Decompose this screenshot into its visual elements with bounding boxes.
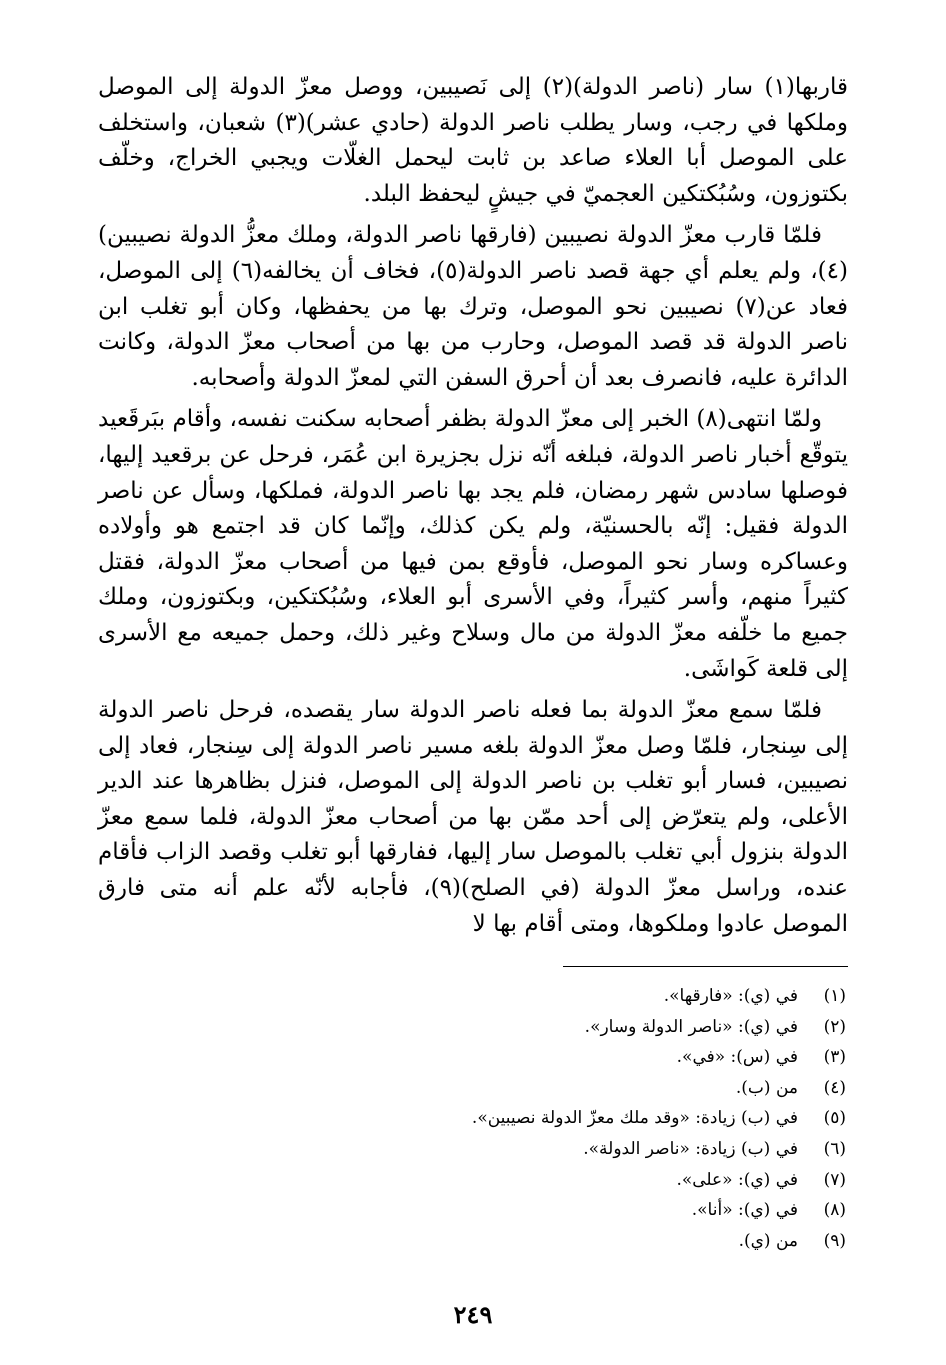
footnote-number: (٤) xyxy=(823,1077,846,1098)
paragraph: ولمّا انتهى(٨) الخبر إلى معزّ الدولة بظفر أصحابه سكنت نفسه، وأقام ببَرقَعيد يتوقّع أخبار ناصر الدولة، فبلغه أنّه نزل بجزيرة ابن عُمَر، فرحل عن برقعيد إليها، فوصلها سادس شهر رمضان، فلم يجد بها ناصر الدولة، فملكها، وسأل عن ناصر الدولة فقيل: إنّه بالحسنيّة، ولم يكن كذلك، وإنّما كان قد اجتمع هو وأولاده وعساكره وسار نحو الموصل، فأوقع بمن فيها من أصحاب معزّ الدولة، فقتل كثيراً منهم، وأسر كثيراً، وفي الأسرى أبو العلاء، وسُبُكتكين، وبكتوزون، وملك جميع ما خلّفه معزّ الدولة من مال وسلاح وغير ذلك، وحمل جميعه مع الأسرى إلى قلعة كَواشَى. xyxy=(98,406,848,682)
footnote-text: في (ي): «أنا». xyxy=(691,1200,798,1221)
footnote-text: في (ي): «ناصر الدولة وسار». xyxy=(584,1016,798,1037)
footnote-number: (٨) xyxy=(823,1200,846,1221)
footnote-item xyxy=(300,1226,846,1257)
footnote-text: من (ي). xyxy=(738,1230,798,1251)
footnote-text: من (ب). xyxy=(735,1077,798,1098)
footnote-item xyxy=(300,1134,846,1165)
footnote-text: في (ي): «فارقها». xyxy=(663,986,798,1006)
page-number: ٢٤٩ xyxy=(453,1300,493,1329)
footnotes-list xyxy=(300,981,846,1256)
footnote-number: (٩) xyxy=(823,1230,846,1251)
footnote-separator xyxy=(563,966,848,967)
footnote-text: في (ب) زيادة: «ناصر الدولة». xyxy=(583,1138,798,1159)
footnote-number: (٥) xyxy=(823,1108,846,1129)
paragraph: فلمّا قارب معزّ الدولة نصيبين (فارقها ناصر الدولة، وملك معزُّ الدولة نصيبين)(٤)، ولم يعلم أي جهة قصد ناصر الدولة(٥)، فخاف أن يخالفه(٦) إلى الموصل، فعاد عن(٧) نصيبين نحو الموصل، وترك بها من يحفظها، وكان أبو تغلب ابن ناصر الدولة قد قصد الموصل، وحارب من بها من أصحاب معزّ الدولة، وكانت الدائرة عليه، فانصرف بعد أن أحرق السفن التي لمعزّ الدولة وأصحابه. xyxy=(98,222,848,391)
footnote-text: في (ي): «على». xyxy=(676,1169,798,1190)
footnote-item xyxy=(300,981,846,1012)
paragraph: فلمّا سمع معزّ الدولة بما فعله ناصر الدولة سار يقصده، فرحل ناصر الدولة إلى سِنجار، فلمّا وصل معزّ الدولة بلغه مسير ناصر الدولة إلى سِنجار، فعاد إلى نصيبين، فسار أبو تغلب بن ناصر الدولة إلى الموصل، فنزل بظاهرها عند الدير الأعلى، ولم يتعرّض إلى أحد ممّن بها من أصحاب معزّ الدولة، فلما سمع معزّ الدولة بنزول أبي تغلب بالموصل سار إليها، ففارقها أبو تغلب وقصد الزاب فأقام عنده، وراسل معزّ الدولة (في الصلح)(٩)، فأجابه لأنّه علم أنه متى فارق الموصل عادوا وملكوها، ومتى أقام بها لا xyxy=(98,697,848,937)
paragraph: قاربها(١) سار (ناصر الدولة)(٢) إلى نَصيبين، ووصل معزّ الدولة إلى الموصل وملكها في رجب، وسار يطلب ناصر الدولة (حادي عشر)(٣) شعبان، واستخلف على الموصل أبا العلاء صاعد بن ثابت ليحمل الغلّات ويجبي الخراج، وخلّف بكتوزون، وسُبُكتكين العجميّ في جيشٍ ليحفظ البلد. xyxy=(98,74,849,207)
footnote-number: (٢) xyxy=(823,1016,846,1037)
footnote-number: (٧) xyxy=(823,1169,846,1190)
footnote-item xyxy=(300,1042,846,1073)
footnote-number: (٣) xyxy=(823,1047,846,1068)
footnote-item xyxy=(300,1012,846,1043)
footnote-text: في (س): «في». xyxy=(676,1047,798,1068)
footnote-item xyxy=(300,1195,846,1226)
footnote-item xyxy=(300,1073,846,1104)
main-text xyxy=(98,70,848,948)
footnote-text: في (ب) زيادة: «وقد ملك معزّ الدولة نصيبين». xyxy=(471,1108,798,1129)
footnote-item xyxy=(300,1103,846,1134)
footnote-number: (٦) xyxy=(823,1138,846,1159)
footnote-number: (١) xyxy=(823,986,846,1006)
footnote-item xyxy=(300,1165,846,1196)
